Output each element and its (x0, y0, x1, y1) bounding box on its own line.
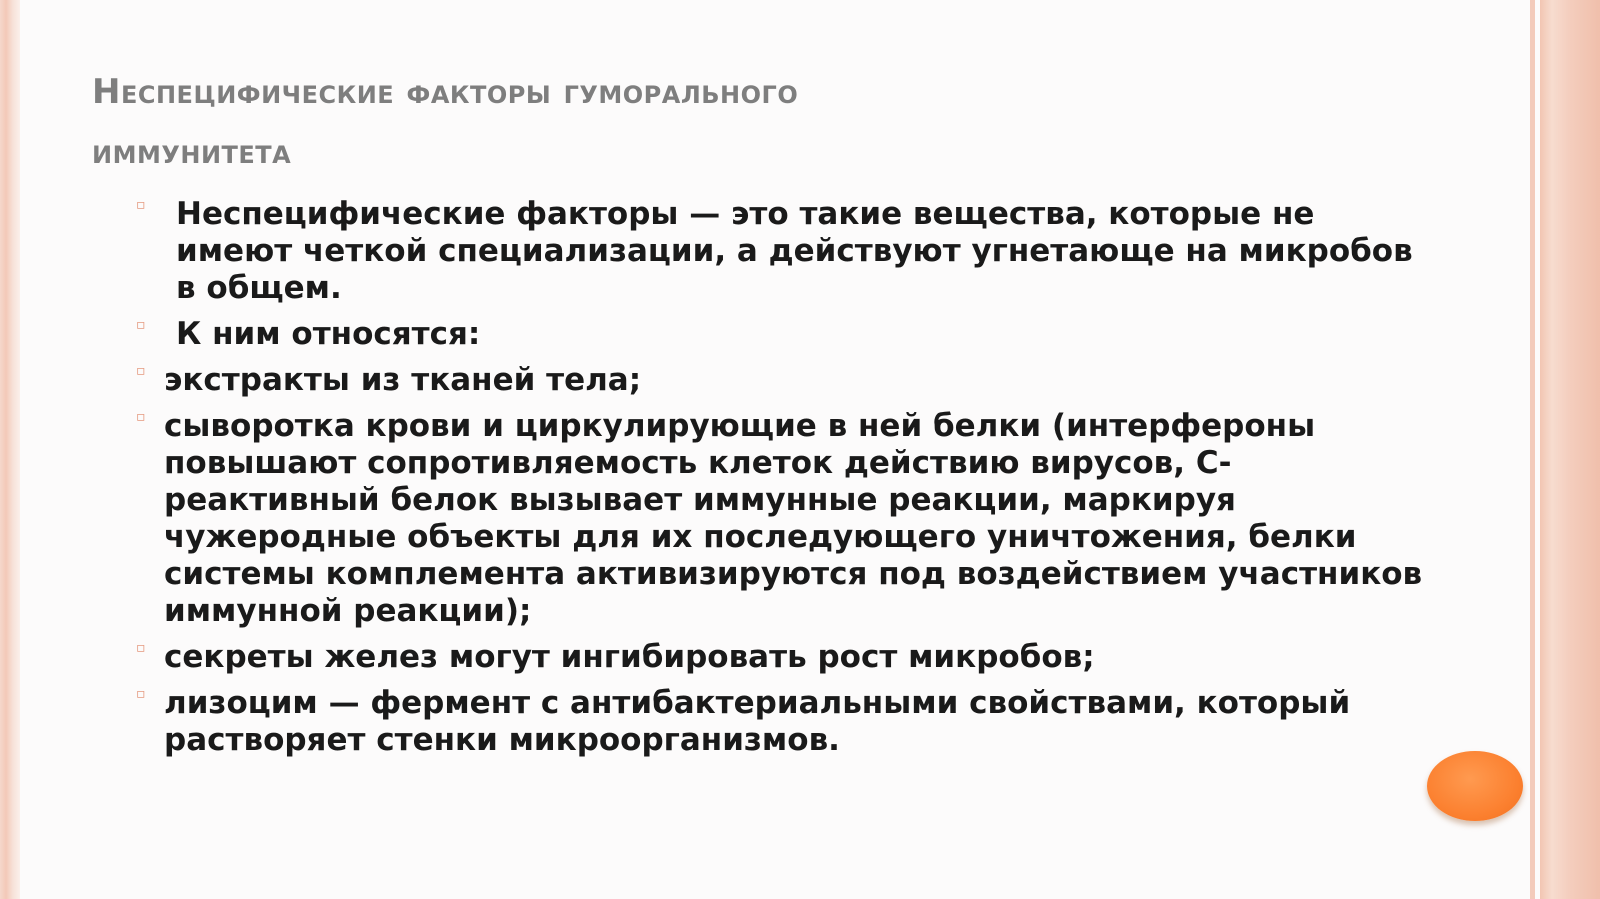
slide-title (92, 62, 1442, 182)
list-item-text: К ним относятся: (176, 316, 481, 352)
list-item-text: Неспецифические факторы — это такие вещества, которые не имеют четкой специализации, а действуют угнетающе на микробов в общем. (176, 196, 1413, 306)
list-item (136, 639, 1440, 676)
list-item-text: экстракты из тканей тела; (164, 362, 642, 398)
list-item (136, 316, 1440, 353)
orange-oval-decoration (1427, 751, 1523, 821)
bullet-list (136, 196, 1440, 768)
square-bullet-icon: ▫ (136, 197, 146, 213)
list-item-text: секреты желез могут ингибировать рост микробов; (164, 639, 1095, 675)
list-item-text: лизоцим — фермент с антибактериальными свойствами, который растворяет стенки микроорганизмов. (164, 685, 1351, 758)
slide-title-line-1: Неспецифические факторы гуморального (92, 72, 799, 112)
list-item (136, 362, 1440, 399)
right-border-wide-stripe (1540, 0, 1600, 899)
list-item-text: сыворотка крови и циркулирующие в ней белки (интерфероны повышают сопротивляемость клеток действию вирусов, С-реактивный белок вызывает иммунные реакции, маркируя чужеродные объекты для их последующего уничтожения, белки системы комплемента активизируются под воздействием участников иммунной реакции); (164, 408, 1423, 629)
square-bullet-icon: ▫ (136, 363, 146, 379)
list-item (136, 196, 1440, 307)
list-item (136, 685, 1440, 759)
square-bullet-icon: ▫ (136, 317, 146, 333)
right-border-thin-stripe (1530, 0, 1535, 899)
slide-title-line-2: иммунитета (92, 132, 292, 172)
square-bullet-icon: ▫ (136, 640, 146, 656)
list-item (136, 408, 1440, 630)
left-border-stripe (0, 0, 20, 899)
square-bullet-icon: ▫ (136, 686, 146, 702)
square-bullet-icon: ▫ (136, 409, 146, 425)
